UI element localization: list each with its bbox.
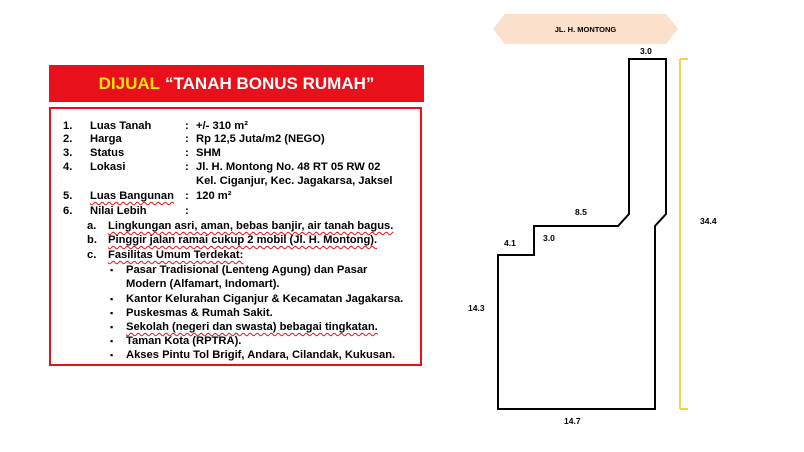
bullet-icon: ▪	[110, 308, 114, 318]
item-label: Harga	[90, 133, 122, 145]
item-value: Rp 12,5 Juta/m2 (NEGO)	[196, 133, 325, 145]
dim-step-mid: 3.0	[543, 233, 555, 243]
facility-item: Pasar Tradisional (Lenteng Agung) dan Pasar	[126, 264, 368, 276]
height-dimension-line	[680, 59, 688, 409]
bullet-icon: ▪	[110, 265, 114, 275]
facility-item: Kantor Kelurahan Ciganjur & Kecamatan Jagakarsa.	[126, 293, 404, 305]
item-label: Nilai Lebih	[90, 205, 147, 217]
dim-top: 3.0	[640, 46, 652, 56]
item-value: SHM	[196, 147, 221, 159]
item-colon: :	[185, 161, 189, 173]
item-number: 2.	[63, 133, 73, 145]
item-value: +/- 310 m²	[196, 120, 248, 132]
item-colon: :	[185, 133, 189, 145]
item-number: 6.	[63, 205, 73, 217]
item-colon: :	[185, 205, 189, 217]
item-label: Luas Tanah	[90, 120, 152, 132]
item-colon: :	[185, 120, 189, 132]
bullet-icon: ▪	[110, 322, 114, 332]
item-colon: :	[185, 147, 189, 159]
item-number: 1.	[63, 120, 73, 132]
facility-item: Taman Kota (RPTRA).	[126, 335, 242, 347]
item-number: 3.	[63, 147, 73, 159]
item-value-line2: Kel. Ciganjur, Kec. Jagakarsa, Jaksel	[196, 175, 393, 187]
item-label: Status	[90, 147, 125, 159]
facility-item: Modern (Alfamart, Indomart).	[126, 278, 280, 290]
bullet-icon: ▪	[110, 350, 114, 360]
item-colon: :	[185, 190, 189, 202]
item-value: 120 m²	[196, 190, 232, 202]
item-value: Jl. H. Montong No. 48 RT 05 RW 02	[196, 161, 381, 173]
facility-item: Puskesmas & Rumah Sakit.	[126, 307, 273, 319]
facility-item: Akses Pintu Tol Brigif, Andara, Cilandak, Kukusan.	[126, 349, 396, 361]
sub-text: Fasilitas Umum Terdekat:	[108, 249, 244, 261]
road-label: JL. H. MONTONG	[554, 24, 617, 34]
sub-letter: c.	[87, 249, 97, 261]
item-label: Luas Bangunan	[90, 190, 174, 202]
dim-step-top: 8.5	[575, 207, 587, 217]
dim-right: 34.4	[700, 216, 717, 226]
dim-step-left: 4.1	[504, 238, 516, 248]
sub-text: Lingkungan asri, aman, bebas banjir, air tanah bagus.	[108, 220, 394, 232]
sub-letter: a.	[87, 220, 97, 232]
dim-left: 14.3	[468, 303, 485, 313]
banner-title: “TANAH BONUS RUMAH”	[165, 73, 375, 93]
bullet-icon: ▪	[110, 336, 114, 346]
sub-letter: b.	[87, 234, 97, 246]
banner-highlight: DIJUAL	[98, 73, 161, 93]
bullet-icon: ▪	[110, 294, 114, 304]
land-plot-outline	[498, 59, 666, 409]
dim-bottom: 14.7	[564, 416, 581, 426]
item-number: 4.	[63, 161, 73, 173]
sub-text: Pinggir jalan ramai cukup 2 mobil (Jl. H. Montong).	[108, 234, 378, 246]
item-label: Lokasi	[90, 161, 126, 173]
item-number: 5.	[63, 190, 73, 202]
facility-item: Sekolah (negeri dan swasta) bebagai tingkatan.	[126, 321, 378, 333]
